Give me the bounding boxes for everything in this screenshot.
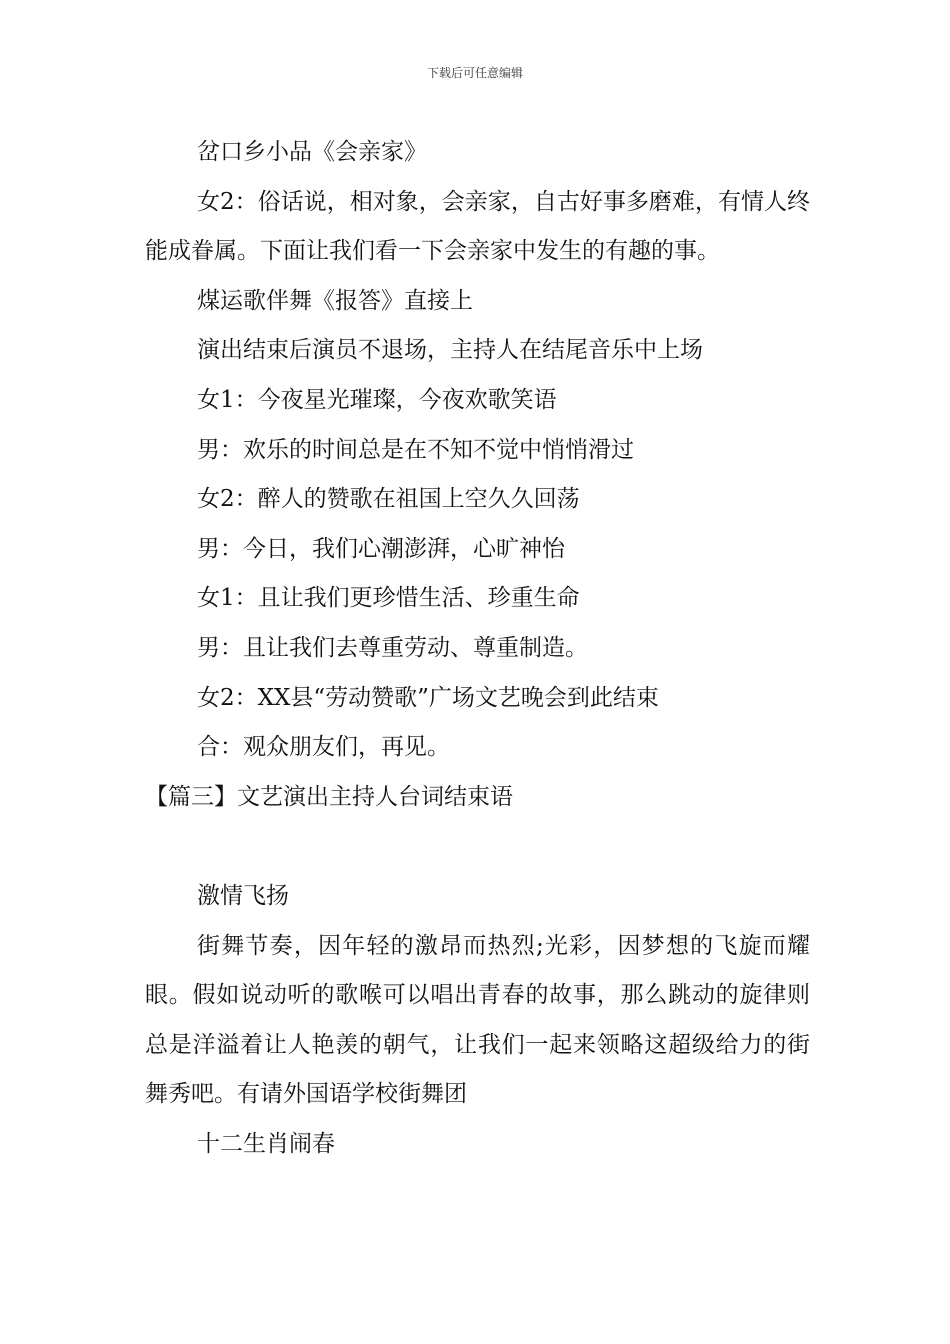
paragraph: 街舞节奏，因年轻的激昂而热烈;光彩，因梦想的飞旋而耀眼。假如说动听的歌喉可以唱出青春的故事，那么跳动的旋律则总是洋溢着让人艳羡的朝气，让我们一起来领略这超级给力的街舞秀吧。有请外国语学校街舞团 xyxy=(145,932,810,1108)
paragraph: 女2：醉人的赞歌在祖国上空久久回荡 xyxy=(197,486,580,513)
blank-line xyxy=(145,822,810,872)
paragraph: 男：今日，我们心潮澎湃，心旷神怡 xyxy=(197,535,565,562)
paragraph: 合：观众朋友们，再见。 xyxy=(197,734,450,761)
paragraph: 岔口乡小品《会亲家》 xyxy=(197,139,427,165)
section-heading: 【篇三】文艺演出主持人台词结束语 xyxy=(145,783,513,810)
document-body xyxy=(145,128,810,1169)
paragraph: 女1：今夜星光璀璨，今夜欢歌笑语 xyxy=(197,386,557,413)
paragraph: 男：欢乐的时间总是在不知不觉中悄悄滑过 xyxy=(197,436,634,463)
paragraph: 煤运歌伴舞《报答》直接上 xyxy=(197,287,473,314)
paragraph: 男：且让我们去尊重劳动、尊重制造。 xyxy=(197,634,588,661)
page-header: 下载后可任意编辑 xyxy=(426,66,523,80)
paragraph: 女1：且让我们更珍惜生活、珍重生命 xyxy=(197,585,580,612)
paragraph: 演出结束后演员不退场，主持人在结尾音乐中上场 xyxy=(197,337,703,364)
paragraph: 十二生肖闹春 xyxy=(197,1130,335,1157)
paragraph: 女2：XX县“劳动赞歌”广场文艺晚会到此结束 xyxy=(197,684,659,711)
paragraph: 激情飞扬 xyxy=(197,882,289,909)
paragraph: 女2：俗话说，相对象，会亲家，自古好事多磨难，有情人终能成眷属。下面让我们看一下会亲家中发生的有趣的事。 xyxy=(145,188,810,265)
